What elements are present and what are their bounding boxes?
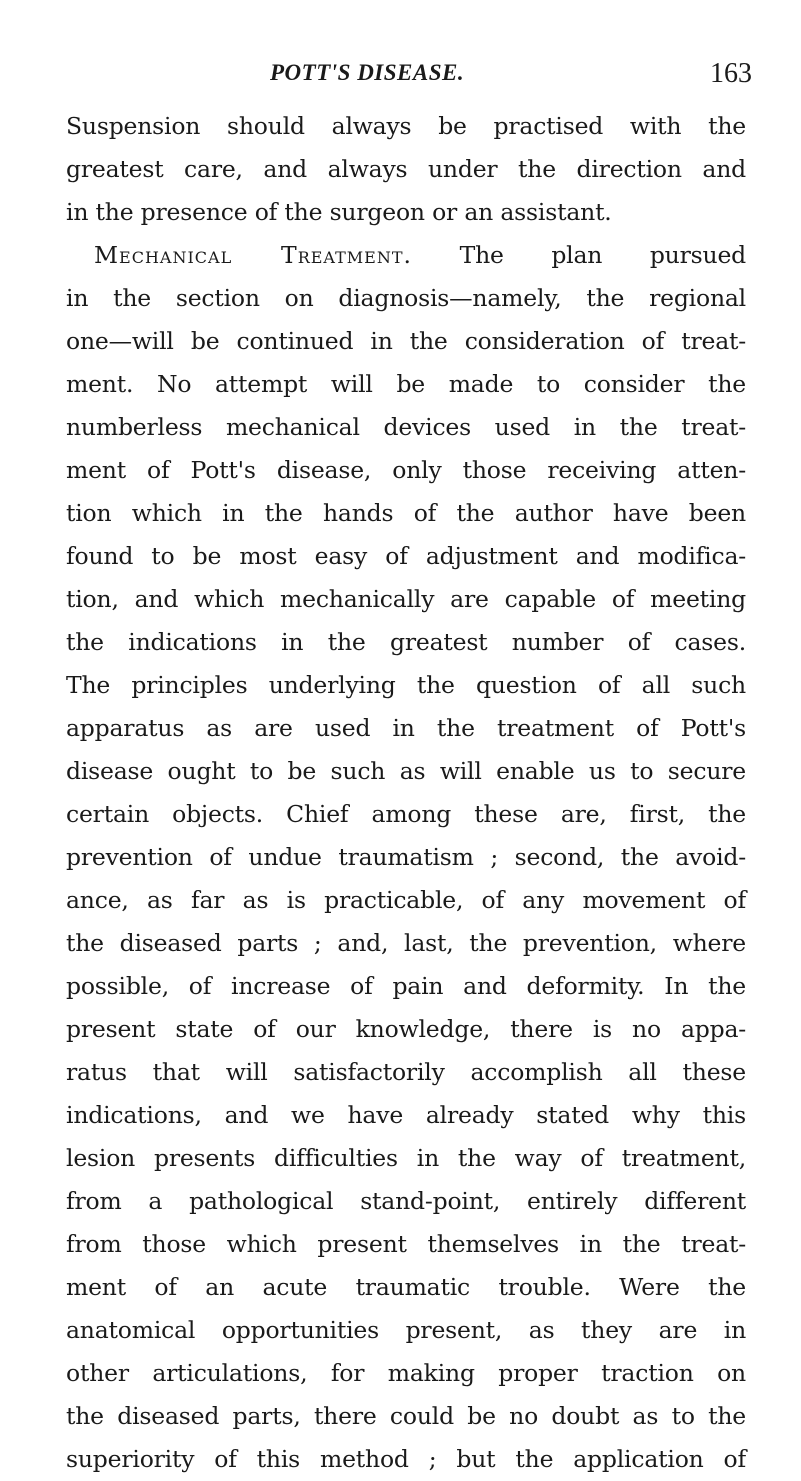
text-line: The plan pursued [459, 241, 746, 269]
text-line: lesion presents difficulties in the way of treatment, [66, 1144, 746, 1172]
text-line: prevention of undue traumatism ; second, the avoid- [66, 843, 746, 871]
text-line: in the presence of the surgeon or an assistant. [66, 198, 612, 226]
text-line: tion, and which mechanically are capable of meeting [66, 585, 746, 613]
text-line: Suspension should always be practised with the [66, 112, 746, 140]
text-line: The principles underlying the question of all such [66, 671, 746, 699]
text-line: disease ought to be such as will enable us to secure [66, 757, 746, 785]
body-text [66, 105, 746, 1481]
text-line: indications, and we have already stated why this [66, 1101, 746, 1129]
text-line: anatomical opportunities present, as they are in [66, 1316, 746, 1344]
text-line: found to be most easy of adjustment and modifica- [66, 542, 746, 570]
text-line: ratus that will satisfactorily accomplish all these [66, 1058, 746, 1086]
text-line: from a pathological stand-point, entirely different [66, 1187, 746, 1215]
text-line: certain objects. Chief among these are, first, the [66, 800, 746, 828]
text-line: from those which present themselves in the treat- [66, 1230, 746, 1258]
text-line: the indications in the greatest number of cases. [66, 628, 746, 656]
text-line: superiority of this method ; but the application of [66, 1445, 746, 1473]
text-line: ment of Pott's disease, only those receiving atten- [66, 456, 746, 484]
text-line: apparatus as are used in the treatment of Pott's [66, 714, 746, 742]
text-line: greatest care, and always under the direction and [66, 155, 746, 183]
text-line: ment. No attempt will be made to consider the [66, 370, 746, 398]
text-line: one—will be continued in the consideration of treat- [66, 327, 746, 355]
text-line: ance, as far as is practicable, of any movement of [66, 886, 746, 914]
text-line: the diseased parts, there could be no doubt as to the [66, 1402, 746, 1430]
section-heading-line [66, 234, 746, 277]
text-line: tion which in the hands of the author have been [66, 499, 746, 527]
section-heading: Mechanical Treatment. [94, 241, 412, 269]
text-line: other articulations, for making proper traction on [66, 1359, 746, 1387]
text-line: in the section on diagnosis—namely, the regional [66, 284, 746, 312]
running-title: POTT'S DISEASE. [270, 60, 465, 85]
text-line: the diseased parts ; and, last, the prevention, where [66, 929, 746, 957]
text-line: possible, of increase of pain and deformity. In the [66, 972, 746, 1000]
text-line: ment of an acute traumatic trouble. Were the [66, 1273, 746, 1301]
text-line: numberless mechanical devices used in the treat- [66, 413, 746, 441]
page-number: 163 [710, 58, 752, 89]
text-line: present state of our knowledge, there is no appa- [66, 1015, 746, 1043]
